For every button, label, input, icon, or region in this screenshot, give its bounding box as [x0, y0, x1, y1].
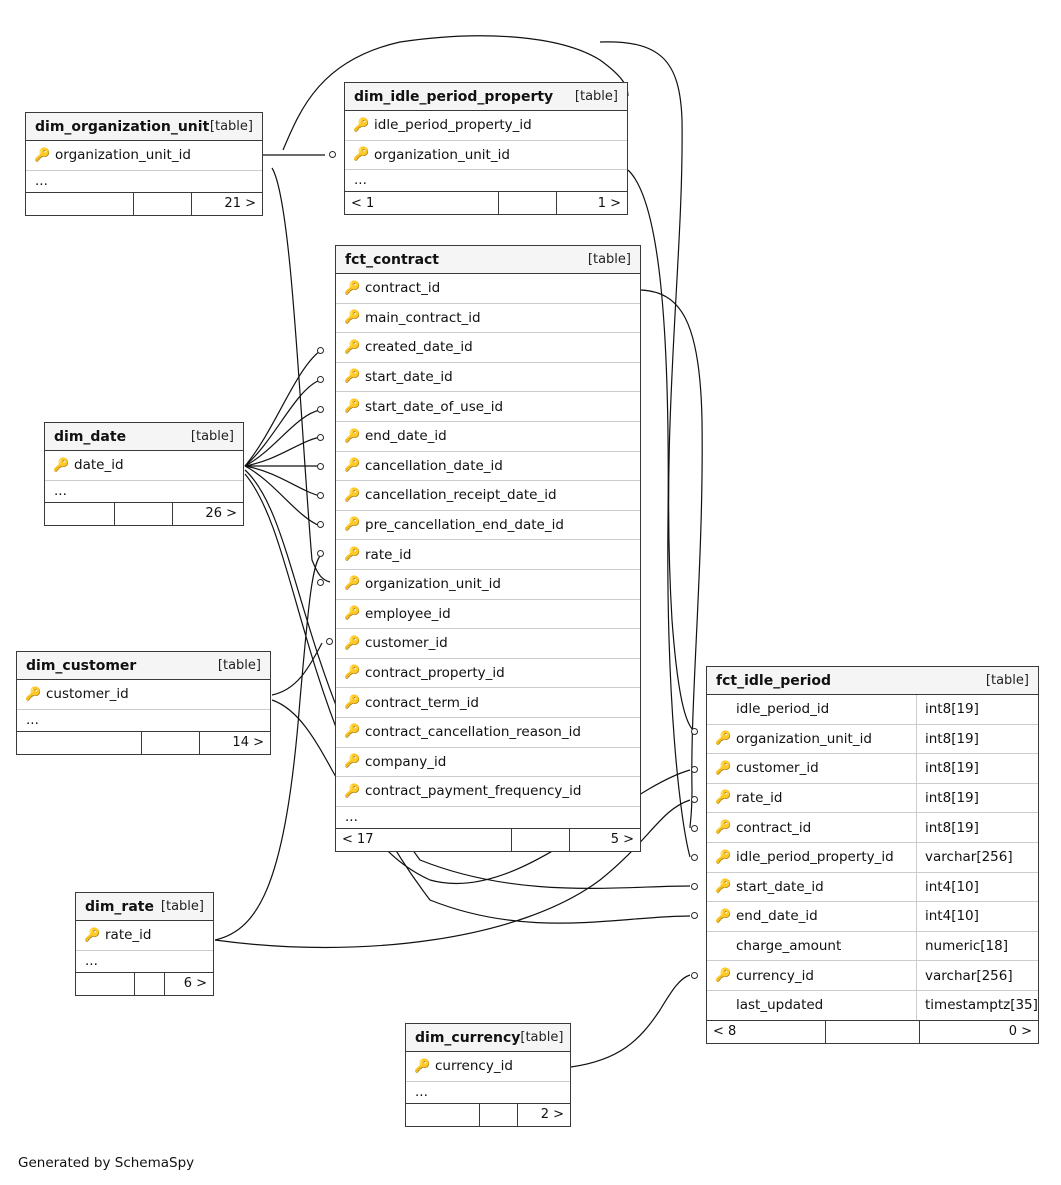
table-tag: [table]	[520, 1030, 564, 1045]
table-row[interactable]	[707, 813, 1038, 843]
table-more-columns: ...	[345, 170, 627, 192]
relationship-endpoint	[317, 550, 324, 557]
key-icon: 🔑	[344, 635, 361, 651]
generated-by-label: Generated by SchemaSpy	[18, 1155, 195, 1171]
footer-left: < 8	[707, 1021, 826, 1043]
column-name: employee_id	[365, 605, 451, 622]
column-type: int8[19]	[916, 813, 1038, 842]
table-dim_idle_period_property[interactable]	[344, 82, 628, 215]
table-footer	[345, 192, 627, 214]
table-title: dim_rate	[85, 898, 154, 915]
footer-mid	[134, 193, 192, 215]
column-name: last_updated	[736, 997, 824, 1014]
column-name: main_contract_id	[365, 309, 481, 326]
column-type: timestamptz[35]	[916, 991, 1038, 1020]
footer-right: 26 >	[205, 506, 237, 522]
key-icon: 🔑	[344, 783, 361, 799]
table-row[interactable]	[707, 725, 1038, 755]
table-header	[345, 83, 627, 111]
table-row[interactable]	[707, 873, 1038, 903]
key-icon: 🔑	[715, 760, 732, 776]
footer-right: 21 >	[224, 196, 256, 212]
table-row[interactable]	[336, 718, 640, 748]
relationship-endpoint	[691, 796, 698, 803]
footer-right: 14 >	[232, 735, 264, 751]
column-name: organization_unit_id	[365, 576, 501, 593]
table-tag: [table]	[985, 673, 1029, 688]
key-icon: 🔑	[344, 606, 361, 622]
column-name: customer_id	[365, 635, 448, 652]
column-name: currency_id	[435, 1058, 513, 1075]
column-name: contract_id	[736, 819, 812, 836]
column-name: rate_id	[365, 546, 412, 563]
table-header	[336, 246, 640, 274]
relationship-endpoint	[329, 151, 336, 158]
table-more-columns: ...	[76, 951, 213, 973]
relationship-endpoint	[691, 825, 698, 832]
column-name: start_date_id	[365, 369, 453, 386]
table-row[interactable]	[336, 600, 640, 630]
table-row[interactable]	[345, 141, 627, 171]
footer-mid	[499, 192, 557, 214]
relationship-endpoint	[691, 912, 698, 919]
table-row[interactable]	[707, 991, 1038, 1021]
key-icon: 🔑	[344, 576, 361, 592]
table-more-columns: ...	[17, 710, 270, 732]
table-title: dim_date	[54, 428, 127, 445]
key-icon: 🔑	[53, 457, 70, 473]
table-row[interactable]	[336, 333, 640, 363]
column-name: customer_id	[46, 686, 129, 703]
table-row[interactable]	[336, 392, 640, 422]
column-name: cancellation_receipt_date_id	[365, 487, 557, 504]
footer-mid	[135, 973, 165, 995]
table-footer	[76, 973, 213, 995]
table-tag: [table]	[574, 89, 618, 104]
key-icon: 🔑	[344, 724, 361, 740]
key-icon: 🔑	[344, 487, 361, 503]
footer-left	[406, 1104, 480, 1126]
table-row[interactable]	[336, 777, 640, 807]
column-name: pre_cancellation_end_date_id	[365, 517, 564, 534]
table-row[interactable]	[707, 902, 1038, 932]
column-name: organization_unit_id	[374, 146, 510, 163]
table-header	[707, 667, 1038, 695]
footer-left	[17, 732, 142, 754]
key-icon: 🔑	[715, 879, 732, 895]
column-name: idle_period_property_id	[374, 117, 532, 134]
relationship-endpoint	[317, 434, 324, 441]
column-name: end_date_id	[365, 428, 447, 445]
column-name: idle_period_property_id	[736, 849, 894, 866]
relationship-endpoint	[691, 883, 698, 890]
column-name: contract_id	[365, 280, 441, 297]
table-more-columns: ...	[45, 481, 243, 503]
table-row[interactable]	[406, 1052, 570, 1082]
column-type: varchar[256]	[916, 961, 1038, 990]
relationship-endpoint	[317, 463, 324, 470]
column-type: int4[10]	[916, 873, 1038, 902]
table-dim_currency[interactable]	[405, 1023, 571, 1127]
column-name: cancellation_date_id	[365, 457, 503, 474]
table-row[interactable]	[336, 540, 640, 570]
column-name: date_id	[74, 457, 124, 474]
table-row[interactable]	[707, 784, 1038, 814]
table-header	[45, 423, 243, 451]
footer-left: < 1	[345, 192, 499, 214]
column-type: numeric[18]	[916, 932, 1038, 961]
table-row[interactable]	[336, 304, 640, 334]
column-name: start_date_of_use_id	[365, 398, 504, 415]
table-row[interactable]	[336, 511, 640, 541]
footer-left: < 17	[336, 829, 512, 851]
relationship-endpoint	[317, 521, 324, 528]
key-icon: 🔑	[344, 517, 361, 533]
table-more-columns: ...	[406, 1082, 570, 1104]
table-tag: [table]	[190, 429, 234, 444]
column-type: int8[19]	[916, 754, 1038, 783]
table-more-columns: ...	[26, 171, 262, 193]
table-footer	[17, 732, 270, 754]
table-header	[26, 113, 262, 141]
key-icon: 🔑	[344, 310, 361, 326]
table-row[interactable]	[336, 570, 640, 600]
relationship-endpoint	[691, 728, 698, 735]
column-name: charge_amount	[736, 938, 842, 955]
table-row[interactable]	[707, 754, 1038, 784]
column-name: company_id	[365, 753, 447, 770]
column-name: organization_unit_id	[736, 730, 872, 747]
table-tag: [table]	[217, 658, 261, 673]
footer-right: 0 >	[1008, 1024, 1032, 1040]
relationship-endpoint	[317, 579, 324, 586]
table-row[interactable]	[345, 111, 627, 141]
table-title: dim_idle_period_property	[354, 88, 554, 105]
key-icon: 🔑	[715, 790, 732, 806]
table-row[interactable]	[76, 921, 213, 951]
table-tag: [table]	[587, 252, 631, 267]
table-footer	[336, 829, 640, 851]
column-name: contract_property_id	[365, 665, 505, 682]
table-tag: [table]	[209, 119, 253, 134]
footer-left	[76, 973, 135, 995]
table-row[interactable]	[336, 659, 640, 689]
footer-mid	[142, 732, 200, 754]
table-tag: [table]	[160, 899, 204, 914]
key-icon: 🔑	[25, 686, 42, 702]
footer-left	[45, 503, 115, 525]
relationship-endpoint	[317, 406, 324, 413]
table-footer	[707, 1021, 1038, 1043]
key-icon: 🔑	[344, 458, 361, 474]
table-header	[406, 1024, 570, 1052]
table-row[interactable]	[336, 481, 640, 511]
footer-right: 5 >	[610, 832, 634, 848]
table-dim_rate[interactable]	[75, 892, 214, 996]
table-row[interactable]	[45, 451, 243, 481]
column-name: currency_id	[736, 967, 814, 984]
key-icon: 🔑	[414, 1058, 431, 1074]
key-icon: 🔑	[344, 694, 361, 710]
column-name: contract_cancellation_reason_id	[365, 724, 581, 741]
column-name: start_date_id	[736, 878, 824, 895]
key-icon: 🔑	[715, 967, 732, 983]
table-header	[76, 893, 213, 921]
table-more-columns: ...	[336, 807, 640, 829]
key-icon: 🔑	[344, 369, 361, 385]
table-row[interactable]	[336, 274, 640, 304]
column-type: int8[19]	[916, 784, 1038, 813]
footer-mid	[480, 1104, 518, 1126]
table-dim_date[interactable]	[44, 422, 244, 526]
footer-mid	[826, 1021, 920, 1043]
key-icon: 🔑	[344, 665, 361, 681]
table-footer	[406, 1104, 570, 1126]
relationship-endpoint	[691, 766, 698, 773]
key-icon: 🔑	[34, 147, 51, 163]
key-icon: 🔑	[344, 428, 361, 444]
table-row[interactable]	[707, 695, 1038, 725]
table-fct_idle_period[interactable]	[706, 666, 1039, 1044]
column-name: idle_period_id	[736, 701, 830, 718]
key-icon: 🔑	[715, 849, 732, 865]
table-row[interactable]	[336, 748, 640, 778]
key-icon: 🔑	[353, 147, 370, 163]
footer-mid	[115, 503, 173, 525]
table-row[interactable]	[26, 141, 262, 171]
footer-mid	[512, 829, 570, 851]
key-icon: 🔑	[84, 927, 101, 943]
table-title: dim_currency	[415, 1029, 521, 1046]
column-type: int8[19]	[916, 695, 1038, 724]
table-header	[17, 652, 270, 680]
table-title: dim_customer	[26, 657, 137, 674]
column-name: rate_id	[736, 790, 783, 807]
table-row[interactable]	[707, 843, 1038, 873]
footer-right: 2 >	[540, 1107, 564, 1123]
relationship-endpoint	[317, 347, 324, 354]
table-footer	[45, 503, 243, 525]
key-icon: 🔑	[344, 339, 361, 355]
column-name: organization_unit_id	[55, 147, 191, 164]
column-name: contract_payment_frequency_id	[365, 783, 582, 800]
key-icon: 🔑	[344, 546, 361, 562]
relationship-endpoint	[691, 972, 698, 979]
key-icon: 🔑	[344, 280, 361, 296]
table-dim_customer[interactable]	[16, 651, 271, 755]
key-icon: 🔑	[344, 398, 361, 414]
table-title: fct_contract	[345, 251, 440, 268]
key-icon: 🔑	[715, 731, 732, 747]
key-icon: 🔑	[715, 908, 732, 924]
key-icon: 🔑	[353, 117, 370, 133]
table-row[interactable]	[17, 680, 270, 710]
column-name: contract_term_id	[365, 694, 479, 711]
table-fct_contract[interactable]	[335, 245, 641, 852]
table-dim_organization_unit[interactable]	[25, 112, 263, 216]
table-title: dim_organization_unit	[35, 118, 210, 135]
column-name: created_date_id	[365, 339, 473, 356]
table-row[interactable]	[707, 961, 1038, 991]
column-name: end_date_id	[736, 908, 818, 925]
key-icon: 🔑	[344, 754, 361, 770]
footer-right: 1 >	[597, 195, 621, 211]
column-type: int4[10]	[916, 902, 1038, 931]
table-title: fct_idle_period	[716, 672, 832, 689]
table-row[interactable]	[336, 452, 640, 482]
footer-left	[26, 193, 134, 215]
footer-right: 6 >	[183, 976, 207, 992]
relationship-endpoint	[317, 492, 324, 499]
table-footer	[26, 193, 262, 215]
table-row[interactable]	[336, 363, 640, 393]
table-row[interactable]	[336, 422, 640, 452]
table-row[interactable]	[707, 932, 1038, 962]
column-type: int8[19]	[916, 725, 1038, 754]
column-name: customer_id	[736, 760, 819, 777]
table-row[interactable]	[336, 688, 640, 718]
relationship-endpoint	[317, 376, 324, 383]
relationship-endpoint	[691, 854, 698, 861]
column-name: rate_id	[105, 927, 152, 944]
table-row[interactable]	[336, 629, 640, 659]
key-icon: 🔑	[715, 819, 732, 835]
column-type: varchar[256]	[916, 843, 1038, 872]
relationship-endpoint	[326, 638, 333, 645]
